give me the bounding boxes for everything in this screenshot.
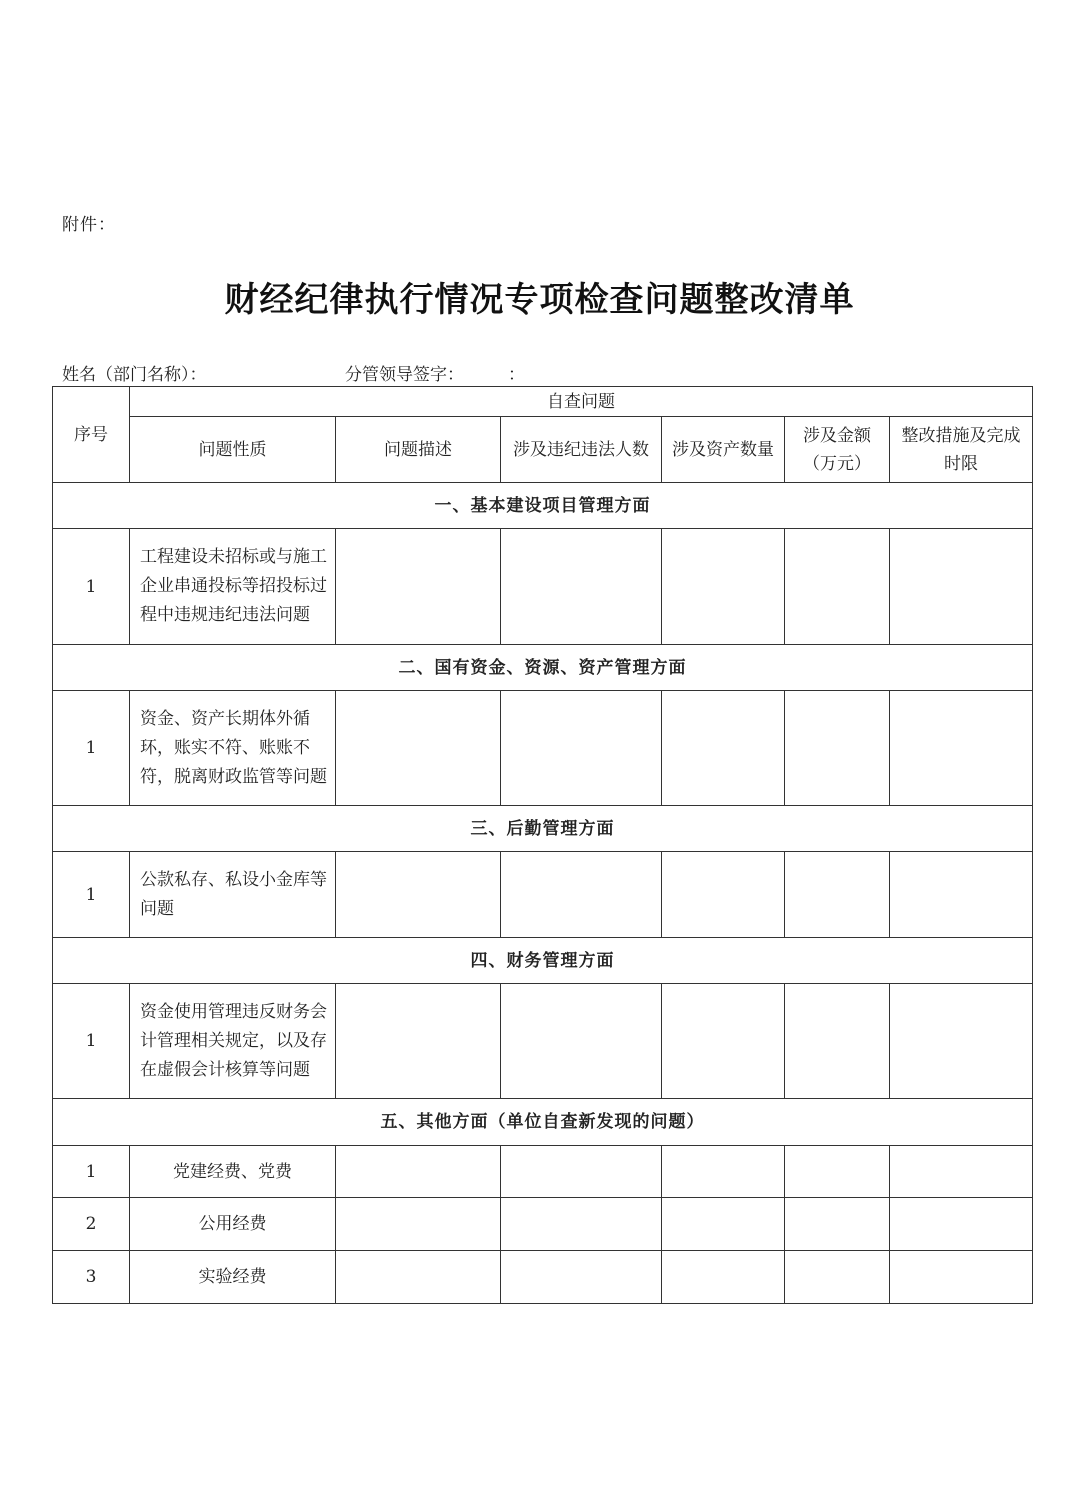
assets-cell[interactable] [662, 1198, 785, 1251]
measures-cell[interactable] [890, 1198, 1033, 1251]
row-index: 1 [53, 852, 130, 938]
section-title: 二、国有资金、资源、资产管理方面 [53, 645, 1033, 691]
section-title: 四、财务管理方面 [53, 938, 1033, 984]
row-index: 3 [53, 1251, 130, 1304]
leader-signature-label: 分管领导签字： [345, 365, 464, 385]
assets-cell[interactable] [662, 691, 785, 806]
section-title: 五、其他方面（单位自查新发现的问题） [53, 1099, 1033, 1146]
assets-cell[interactable] [662, 984, 785, 1099]
row-index: 1 [53, 984, 130, 1099]
signature-mark: ： [508, 365, 525, 385]
amount-cell[interactable] [785, 1146, 890, 1198]
department-name-label: 姓名（部门名称）： [62, 365, 207, 385]
assets-cell[interactable] [662, 529, 785, 645]
header-self-check: 自查问题 [130, 387, 1033, 417]
measures-cell[interactable] [890, 1251, 1033, 1304]
header-assets-involved: 涉及资产数量 [662, 417, 785, 483]
people-cell[interactable] [501, 1146, 662, 1198]
header-problem-description: 问题描述 [336, 417, 501, 483]
document-title: 财经纪律执行情况专项检查问题整改清单 [224, 280, 855, 320]
table-row [53, 852, 1033, 938]
section-title: 三、后勤管理方面 [53, 806, 1033, 852]
people-cell[interactable] [501, 691, 662, 806]
measures-cell[interactable] [890, 984, 1033, 1099]
amount-cell[interactable] [785, 984, 890, 1099]
measures-cell[interactable] [890, 852, 1033, 938]
measures-cell[interactable] [890, 691, 1033, 806]
table-row [53, 691, 1033, 806]
table-row [53, 529, 1033, 645]
header-index: 序号 [53, 387, 130, 483]
table-row [53, 1251, 1033, 1304]
row-problem-nature: 公用经费 [130, 1198, 336, 1251]
header-amount-involved: 涉及金额（万元） [785, 417, 890, 483]
description-cell[interactable] [336, 529, 501, 645]
people-cell[interactable] [501, 1251, 662, 1304]
amount-cell[interactable] [785, 529, 890, 645]
description-cell[interactable] [336, 691, 501, 806]
amount-cell[interactable] [785, 691, 890, 806]
people-cell[interactable] [501, 984, 662, 1099]
measures-cell[interactable] [890, 529, 1033, 645]
row-problem-nature: 公款私存、私设小金库等问题 [130, 852, 336, 938]
header-people-involved: 涉及违纪违法人数 [501, 417, 662, 483]
assets-cell[interactable] [662, 1251, 785, 1304]
people-cell[interactable] [501, 852, 662, 938]
amount-cell[interactable] [785, 1251, 890, 1304]
description-cell[interactable] [336, 1146, 501, 1198]
people-cell[interactable] [501, 1198, 662, 1251]
assets-cell[interactable] [662, 1146, 785, 1198]
rectification-table [52, 386, 1033, 1304]
assets-cell[interactable] [662, 852, 785, 938]
row-problem-nature: 党建经费、党费 [130, 1146, 336, 1198]
row-problem-nature: 资金使用管理违反财务会计管理相关规定，以及存在虚假会计核算等问题 [130, 984, 336, 1099]
row-index: 1 [53, 529, 130, 645]
description-cell[interactable] [336, 984, 501, 1099]
attachment-label: 附件： [62, 215, 116, 235]
description-cell[interactable] [336, 1198, 501, 1251]
amount-cell[interactable] [785, 1198, 890, 1251]
row-problem-nature: 资金、资产长期体外循环，账实不符、账账不符，脱离财政监管等问题 [130, 691, 336, 806]
table-row [53, 1198, 1033, 1251]
row-index: 1 [53, 1146, 130, 1198]
table-row [53, 1146, 1033, 1198]
section-title: 一、基本建设项目管理方面 [53, 483, 1033, 529]
header-measures-deadline: 整改措施及完成时限 [890, 417, 1033, 483]
amount-cell[interactable] [785, 852, 890, 938]
row-index: 1 [53, 691, 130, 806]
row-index: 2 [53, 1198, 130, 1251]
description-cell[interactable] [336, 852, 501, 938]
header-problem-nature: 问题性质 [130, 417, 336, 483]
description-cell[interactable] [336, 1251, 501, 1304]
row-problem-nature: 实验经费 [130, 1251, 336, 1304]
row-problem-nature: 工程建设未招标或与施工企业串通投标等招投标过程中违规违纪违法问题 [130, 529, 336, 645]
people-cell[interactable] [501, 529, 662, 645]
table-row [53, 984, 1033, 1099]
measures-cell[interactable] [890, 1146, 1033, 1198]
